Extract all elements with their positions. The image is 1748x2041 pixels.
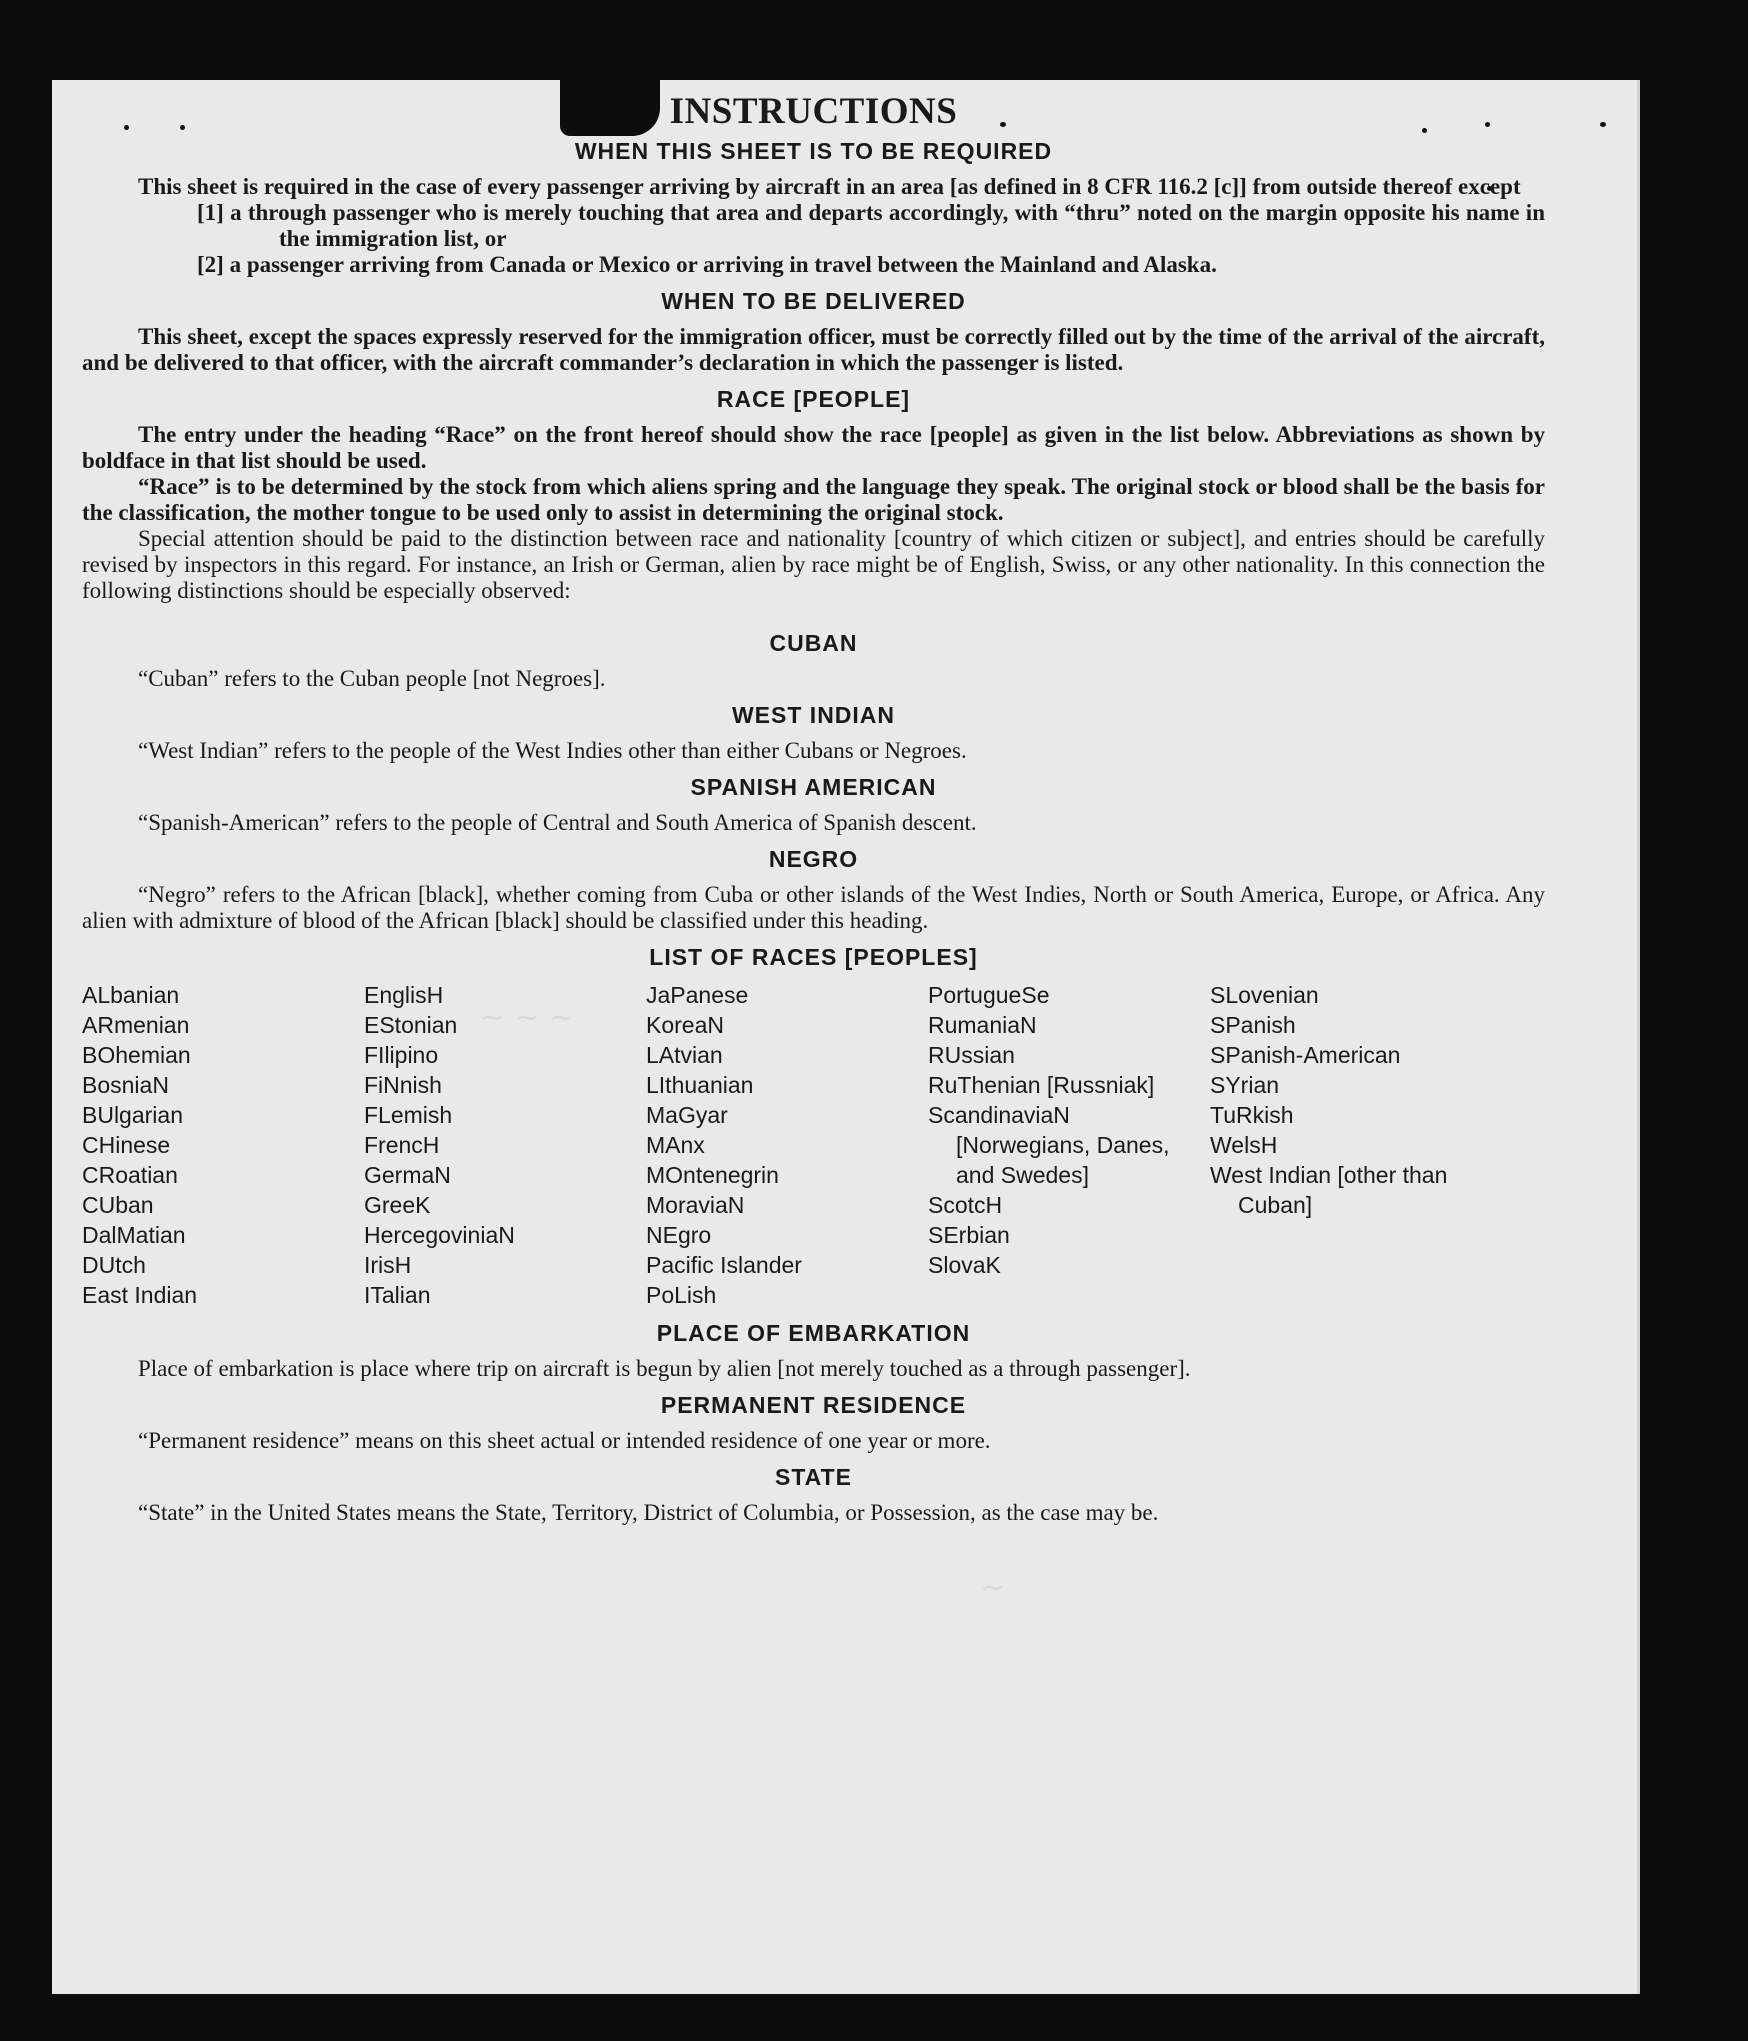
heading-embarkation: PLACE OF EMBARKATION: [656, 1320, 971, 1346]
heading-permanent-residence: PERMANENT RESIDENCE: [660, 1392, 967, 1418]
heading-race: RACE [PEOPLE]: [716, 386, 911, 412]
race-item: ARmenian: [82, 1012, 190, 1038]
race-item: Pacific Islander: [646, 1252, 802, 1278]
required-item-2: [2] a passenger arriving from Canada or Mexico or arriving in travel between the Mainland and Alaska.: [197, 252, 1217, 277]
heading-list-of-races: LIST OF RACES [PEOPLES]: [649, 944, 978, 970]
race-item: BosniaN: [82, 1072, 169, 1098]
race-item: TuRkish: [1210, 1102, 1294, 1128]
race-item: SYrian: [1210, 1072, 1280, 1098]
heading-required: WHEN THIS SHEET IS TO BE REQUIRED: [574, 138, 1053, 164]
race-item: East Indian: [82, 1282, 198, 1308]
race-item: BOhemian: [82, 1042, 191, 1068]
cuban-text: “Cuban” refers to the Cuban people [not Negroes].: [138, 666, 606, 691]
race-item: RumaniaN: [928, 1012, 1037, 1038]
race-item: EStonian: [364, 1012, 458, 1038]
race-item: West Indian [other than Cuban]: [1210, 1162, 1448, 1218]
race-item: CHinese: [82, 1132, 171, 1158]
race-item: CUban: [82, 1192, 154, 1218]
race-item: ITalian: [364, 1282, 431, 1308]
race-item: EnglisH: [364, 982, 444, 1008]
race-item: FLemish: [364, 1102, 453, 1128]
spanish-american-text: “Spanish-American” refers to the people of Central and South America of Spanish descent.: [138, 810, 977, 835]
instructions-content: [82, 90, 1545, 1526]
race-item: WelsH: [1210, 1132, 1278, 1158]
speck: [1600, 122, 1606, 127]
race-item: SErbian: [928, 1222, 1010, 1248]
races-list: [82, 980, 1545, 1310]
embarkation-text: Place of embarkation is place where trip on aircraft is begun by alien [not merely touched as a through passenger].: [138, 1356, 1191, 1381]
heading-delivered: WHEN TO BE DELIVERED: [661, 288, 966, 314]
heading-west-indian: WEST INDIAN: [731, 702, 896, 728]
required-item-1: [1] a through passenger who is merely touching that area and departs accordingly, with “thru” noted on the margin opposite his name in the immigration list, or: [197, 200, 1545, 251]
race-item: ScotcH: [928, 1192, 1003, 1218]
heading-state: STATE: [775, 1464, 852, 1490]
race-item: NEgro: [646, 1222, 712, 1248]
heading-negro: NEGRO: [768, 846, 859, 872]
race-item: SlovaK: [928, 1252, 1001, 1278]
race-item: DUtch: [82, 1252, 146, 1278]
race-item: HercegoviniaN: [364, 1222, 515, 1248]
race-item: DalMatian: [82, 1222, 186, 1248]
race-item: FIlipino: [364, 1042, 439, 1068]
race-item: ScandinaviaN [Norwegians, Danes, and Swedes]: [928, 1102, 1170, 1188]
faint-bleed-through: ~: [980, 1570, 1006, 1605]
race-item: LAtvian: [646, 1042, 723, 1068]
races-column-1: [82, 980, 364, 1310]
races-column-2: [364, 980, 646, 1310]
race-item: CRoatian: [82, 1162, 178, 1188]
page-title: INSTRUCTIONS: [669, 91, 958, 132]
residence-text: “Permanent residence” means on this sheet actual or intended residence of one year or more.: [138, 1428, 991, 1453]
race-item: FiNnish: [364, 1072, 442, 1098]
race-item: MaGyar: [646, 1102, 728, 1128]
race-paragraph-3: Special attention should be paid to the distinction between race and nationality [country of which citizen or subject], and entries should be carefully revised by inspectors in this regard. For instance, an Irish or German, alien by race might be of English, Swiss, or any other nationality. In this connection the following distinctions should be especially observed:: [82, 526, 1545, 603]
race-item: MAnx: [646, 1132, 705, 1158]
heading-spanish-american: SPANISH AMERICAN: [690, 774, 937, 800]
race-item: SPanish-American: [1210, 1042, 1401, 1068]
heading-cuban: CUBAN: [769, 630, 858, 656]
race-item: FrencH: [364, 1132, 440, 1158]
race-item: RuThenian [Russniak]: [928, 1072, 1155, 1098]
races-column-4: [928, 980, 1210, 1310]
west-indian-text: “West Indian” refers to the people of the West Indies other than either Cubans or Negroes.: [138, 738, 967, 763]
races-column-3: [646, 980, 928, 1310]
required-intro: This sheet is required in the case of every passenger arriving by aircraft in an area [as defined in 8 CFR 116.2 [c]] from outside thereof except: [138, 174, 1521, 199]
faint-bleed-through: ~ ~ ~: [480, 1000, 575, 1035]
race-item: ALbanian: [82, 982, 180, 1008]
race-item: GreeK: [364, 1192, 431, 1218]
race-item: KoreaN: [646, 1012, 724, 1038]
race-paragraph-1: The entry under the heading “Race” on the front hereof should show the race [people] as given in the list below. Abbreviations as shown by boldface in that list should be used.: [82, 422, 1545, 473]
race-paragraph-2: “Race” is to be determined by the stock from which aliens spring and the language they speak. The original stock or blood shall be the basis for the classification, the mother tongue to be used only to assist in determining the original stock.: [82, 474, 1545, 525]
race-item: IrisH: [364, 1252, 412, 1278]
race-item: MOntenegrin: [646, 1162, 779, 1188]
race-item: PoLish: [646, 1282, 717, 1308]
negro-text: “Negro” refers to the African [black], whether coming from Cuba or other islands of the West Indies, North or South America, Europe, or Africa. Any alien with admixture of blood of the African [black] should be classified under this heading.: [82, 882, 1545, 933]
race-item: LIthuanian: [646, 1072, 754, 1098]
race-item: MoraviaN: [646, 1192, 745, 1218]
delivered-text: This sheet, except the spaces expressly reserved for the immigration officer, must be correctly filled out by the time of the arrival of the aircraft, and be delivered to that officer, with the aircraft commander’s declaration in which the passenger is listed.: [82, 324, 1545, 375]
race-item: SLovenian: [1210, 982, 1319, 1008]
race-item: RUssian: [928, 1042, 1015, 1068]
state-text: “State” in the United States means the State, Territory, District of Columbia, or Possession, as the case may be.: [138, 1500, 1159, 1525]
race-item: BUlgarian: [82, 1102, 183, 1128]
races-column-5: [1210, 980, 1492, 1310]
race-item: JaPanese: [646, 982, 749, 1008]
race-item: GermaN: [364, 1162, 451, 1188]
race-item: SPanish: [1210, 1012, 1296, 1038]
race-item: PortugueSe: [928, 982, 1050, 1008]
